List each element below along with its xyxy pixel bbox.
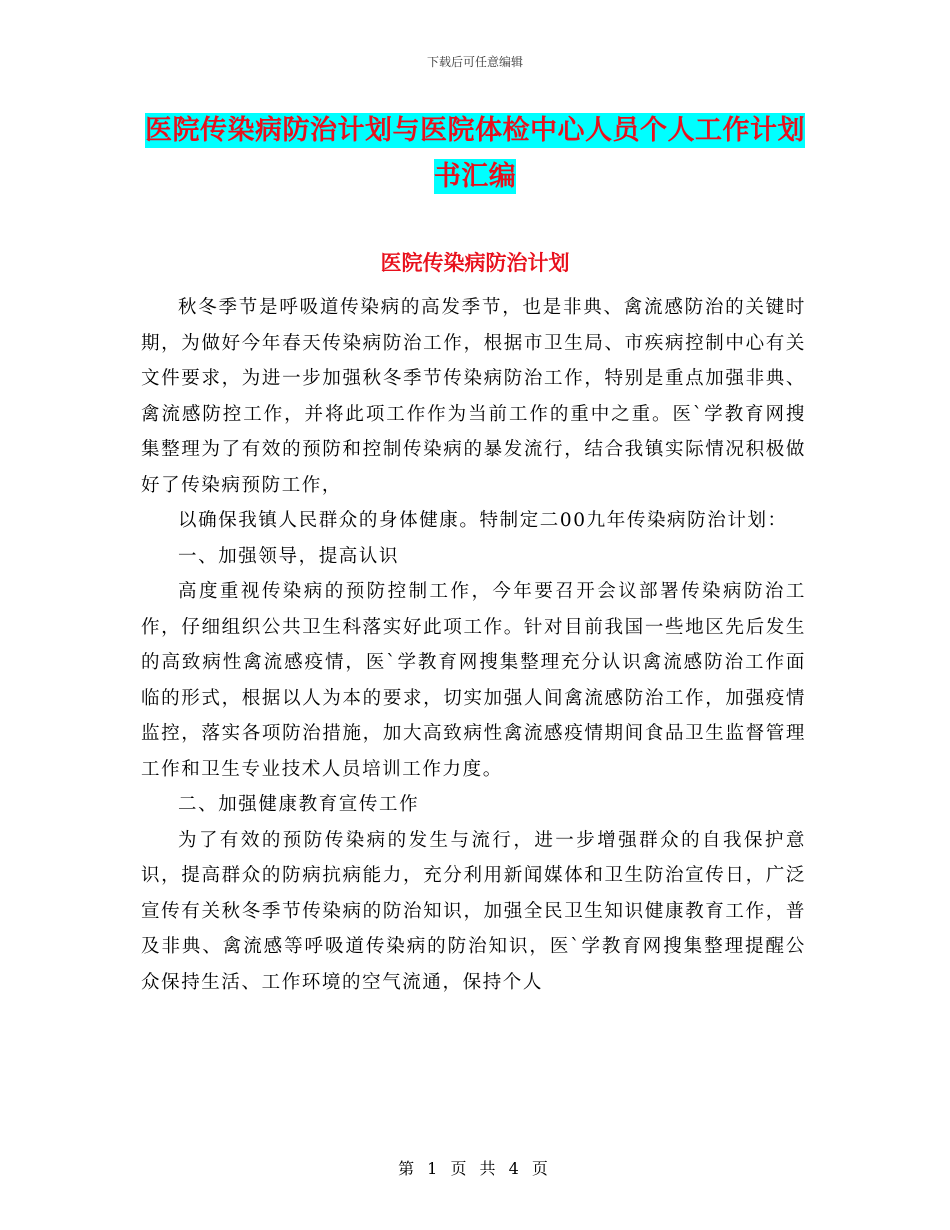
document-title — [140, 108, 810, 200]
paragraph: 高度重视传染病的预防控制工作，今年要召开会议部署传染病防治工作，仔细组织公共卫生科落实好此项工作。针对目前我国一些地区先后发生的高致病性禽流感疫情，医`学教育网搜集整理充分认识禽流感防治工作面临的形式，根据以人为本的要求，切实加强人间禽流感防治工作，加强疫情监控，落实各项防治措施，加大高致病性禽流感疫情期间食品卫生监督管理工作和卫生专业技术人员培训工作力度。 — [141, 581, 806, 780]
document-title-text: 医院传染病防治计划与医院体检中心人员个人工作计划书汇编 — [145, 115, 805, 192]
paragraph: 以确保我镇人民群众的身体健康。特制定二00九年传染病防治计划： — [178, 510, 788, 531]
paragraph: 秋冬季节是呼吸道传染病的高发季节，也是非典、禽流感防治的关键时期，为做好今年春天传染病防治工作，根据市卫生局、市疾病控制中心有关文件要求，为进一步加强秋冬季节传染病防治工作，特别是重点加强非典、禽流感防控工作，并将此项工作作为当前工作的重中之重。医`学教育网搜集整理为了有效的预防和控制传染病的暴发流行，结合我镇实际情况积极做好了传染病预防工作， — [141, 297, 806, 496]
heading-1: 一、加强领导，提高认识 — [178, 545, 400, 567]
header-note: 下载后可任意编辑 — [426, 55, 523, 69]
section-title: 医院传染病防治计划 — [380, 251, 570, 275]
paragraph: 为了有效的预防传染病的发生与流行，进一步增强群众的自我保护意识，提高群众的防病抗病能力，充分利用新闻媒体和卫生防治宣传日，广泛宣传有关秋冬季节传染病的防治知识，加强全民卫生知识健康教育工作，普及非典、禽流感等呼吸道传染病的防治知识，医`学教育网搜集整理提醒公众保持生活、工作环境的空气流通，保持个人 — [141, 829, 806, 993]
document-body — [141, 290, 806, 1000]
heading-2: 二、加强健康教育宣传工作 — [178, 794, 420, 815]
page-footer: 第 1 页 共 4 页 — [398, 1159, 552, 1178]
